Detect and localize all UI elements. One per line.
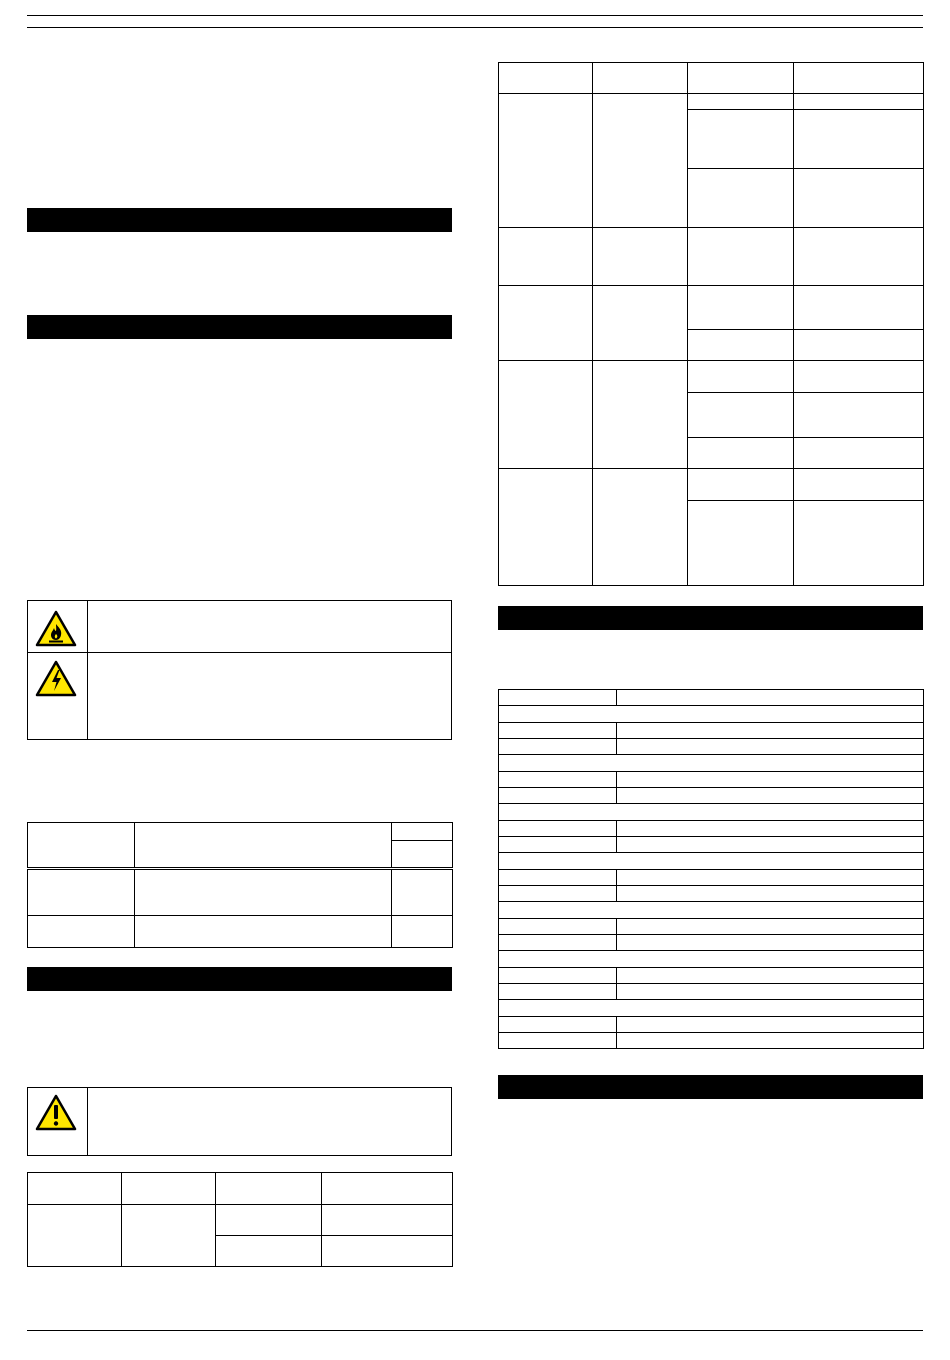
table-cell	[392, 841, 453, 869]
table-row	[499, 788, 924, 804]
footer-rule	[27, 1330, 923, 1331]
table-cell	[593, 469, 688, 586]
table-cell	[135, 823, 392, 869]
value-cell	[617, 919, 924, 935]
table-header-cell	[794, 63, 924, 94]
group-cell	[499, 853, 924, 870]
header-rule-bottom	[27, 27, 923, 28]
table-row	[499, 886, 924, 902]
table-cell	[688, 228, 794, 286]
spec-table-right-1	[498, 62, 924, 586]
table-cell	[794, 330, 924, 361]
value-cell	[617, 968, 924, 984]
value-cell	[617, 772, 924, 788]
table-row	[499, 821, 924, 837]
table-cell	[794, 169, 924, 228]
table-cell	[28, 823, 135, 869]
group-cell	[499, 1000, 924, 1017]
table-cell	[392, 869, 453, 915]
table-cell	[794, 501, 924, 586]
group-cell	[499, 804, 924, 821]
table-cell	[499, 228, 593, 286]
value-cell	[617, 984, 924, 1000]
notice-divider-vertical	[87, 1088, 88, 1155]
table-cell	[499, 469, 593, 586]
table-cell	[794, 469, 924, 501]
value-cell	[617, 870, 924, 886]
table-row	[499, 1017, 924, 1033]
key-cell	[499, 739, 617, 755]
table-cell	[499, 94, 593, 228]
table-header-cell	[122, 1173, 216, 1205]
table-cell	[794, 286, 924, 330]
table-cell	[122, 1205, 216, 1267]
table-cell	[688, 169, 794, 228]
value-cell	[617, 1033, 924, 1049]
key-cell	[499, 886, 617, 902]
table-row	[499, 1033, 924, 1049]
table-cell	[392, 915, 453, 947]
table-cell	[135, 869, 392, 915]
table-cell	[499, 361, 593, 469]
table-cell	[794, 438, 924, 469]
value-cell	[617, 837, 924, 853]
value-cell	[617, 690, 924, 706]
table-cell	[794, 393, 924, 438]
table-row	[499, 935, 924, 951]
table-header-cell	[28, 1173, 122, 1205]
flammable-warning-icon	[35, 610, 77, 648]
key-cell	[499, 723, 617, 739]
spec-table-right-2	[498, 689, 924, 1049]
group-row	[499, 1000, 924, 1017]
section-heading-bar	[27, 967, 452, 991]
value-cell	[617, 723, 924, 739]
table-cell	[593, 286, 688, 361]
value-cell	[617, 788, 924, 804]
key-cell	[499, 837, 617, 853]
group-row	[499, 804, 924, 821]
table-row	[499, 690, 924, 706]
group-row	[499, 706, 924, 723]
group-row	[499, 853, 924, 870]
key-cell	[499, 870, 617, 886]
spec-table-left-1	[27, 822, 453, 948]
table-row	[499, 837, 924, 853]
table-cell	[688, 393, 794, 438]
section-heading-bar	[27, 208, 452, 232]
table-cell	[216, 1205, 322, 1236]
group-row	[499, 951, 924, 968]
table-cell	[688, 438, 794, 469]
group-cell	[499, 951, 924, 968]
value-cell	[617, 1017, 924, 1033]
group-cell	[499, 902, 924, 919]
section-heading-bar	[27, 315, 452, 339]
table-cell	[322, 1236, 453, 1267]
table-cell	[688, 286, 794, 330]
key-cell	[499, 919, 617, 935]
table-header-cell	[499, 63, 593, 94]
table-cell	[688, 94, 794, 110]
table-row	[499, 870, 924, 886]
group-row	[499, 755, 924, 772]
table-cell	[688, 110, 794, 169]
key-cell	[499, 935, 617, 951]
warning-notice-box	[27, 1087, 452, 1156]
electrical-hazard-icon	[35, 660, 77, 698]
table-cell	[794, 94, 924, 110]
table-cell	[392, 823, 453, 841]
value-cell	[617, 886, 924, 902]
group-cell	[499, 706, 924, 723]
table-cell	[794, 228, 924, 286]
table-header-cell	[322, 1173, 453, 1205]
notice-divider-horizontal	[28, 652, 451, 653]
table-cell	[135, 915, 392, 947]
table-cell	[593, 228, 688, 286]
table-cell	[794, 361, 924, 393]
table-row	[499, 968, 924, 984]
value-cell	[617, 739, 924, 755]
value-cell	[617, 935, 924, 951]
table-cell	[688, 361, 794, 393]
table-cell	[593, 361, 688, 469]
value-cell	[617, 821, 924, 837]
table-cell	[688, 469, 794, 501]
key-cell	[499, 968, 617, 984]
group-cell	[499, 755, 924, 772]
table-row	[499, 723, 924, 739]
key-cell	[499, 788, 617, 804]
table-cell	[322, 1205, 453, 1236]
table-cell	[688, 330, 794, 361]
key-cell	[499, 1017, 617, 1033]
header-rule-top	[27, 15, 923, 16]
table-row	[499, 919, 924, 935]
key-cell	[499, 1033, 617, 1049]
table-header-cell	[688, 63, 794, 94]
key-cell	[499, 772, 617, 788]
table-cell	[688, 501, 794, 586]
section-heading-bar	[498, 606, 923, 630]
key-cell	[499, 984, 617, 1000]
table-header-cell	[593, 63, 688, 94]
table-cell	[28, 1205, 122, 1267]
table-cell	[216, 1236, 322, 1267]
notice-divider-vertical	[87, 601, 88, 739]
table-cell	[593, 94, 688, 228]
key-cell	[499, 690, 617, 706]
table-row	[499, 739, 924, 755]
spec-table-left-2	[27, 1172, 453, 1267]
table-row	[499, 772, 924, 788]
group-row	[499, 902, 924, 919]
table-cell	[499, 286, 593, 361]
table-row	[499, 984, 924, 1000]
table-cell	[28, 869, 135, 915]
table-header-cell	[216, 1173, 322, 1205]
general-warning-icon	[35, 1094, 77, 1132]
section-heading-bar	[498, 1075, 923, 1099]
table-cell	[794, 110, 924, 169]
key-cell	[499, 821, 617, 837]
hazard-notice-box	[27, 600, 452, 740]
table-cell	[28, 915, 135, 947]
